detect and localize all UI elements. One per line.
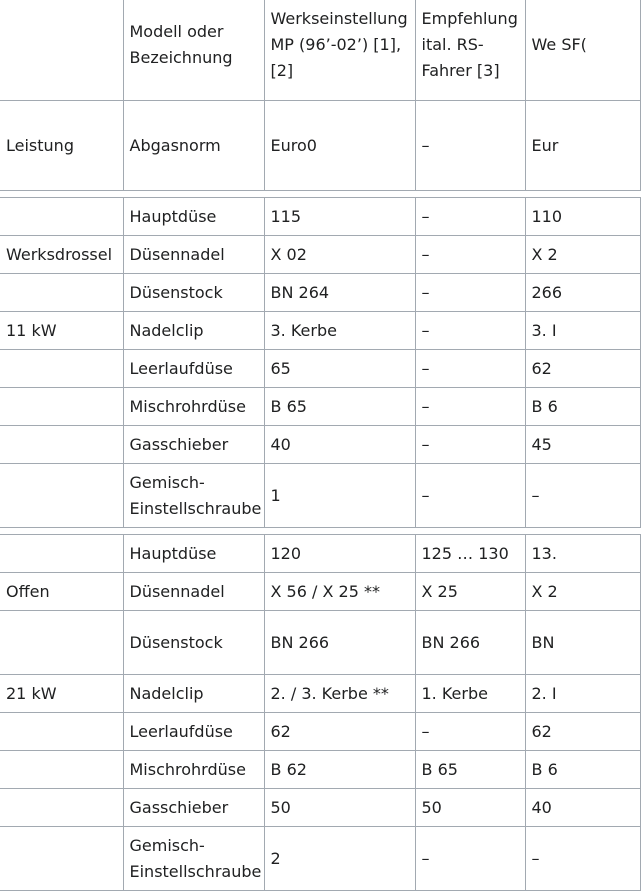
factory-value: X 02 xyxy=(264,236,415,274)
table-row xyxy=(0,611,640,675)
factory-value: 3. Kerbe xyxy=(264,312,415,350)
separator-cell xyxy=(0,191,123,198)
table-row xyxy=(0,464,640,528)
next-column-value: 3. I xyxy=(525,312,640,350)
factory-value: BN 266 xyxy=(264,611,415,675)
parameter-name: Düsenstock xyxy=(123,611,264,675)
table-row xyxy=(0,388,640,426)
recommended-value: – xyxy=(415,274,525,312)
emission-norm-next: Eur xyxy=(525,101,640,191)
parameter-name: Gemisch-Einstellschraube xyxy=(123,827,264,891)
recommended-value: – xyxy=(415,827,525,891)
parameter-name: Nadelclip xyxy=(123,675,264,713)
group-restricted xyxy=(0,198,640,528)
next-column-value: 2. I xyxy=(525,675,640,713)
emission-norm-label: Abgasnorm xyxy=(123,101,264,191)
table-row xyxy=(0,573,640,611)
group-label-cell: Offen xyxy=(0,573,123,611)
separator-cell xyxy=(123,191,264,198)
group-label-cell xyxy=(0,350,123,388)
next-column-value: B 6 xyxy=(525,751,640,789)
power-label: Leistung xyxy=(0,101,123,191)
separator-cell xyxy=(264,191,415,198)
factory-value: 115 xyxy=(264,198,415,236)
factory-value: 40 xyxy=(264,426,415,464)
table-row xyxy=(0,274,640,312)
separator-cell xyxy=(525,191,640,198)
parameter-name: Nadelclip xyxy=(123,312,264,350)
factory-value: 2 xyxy=(264,827,415,891)
next-column-value: X 2 xyxy=(525,573,640,611)
table-row xyxy=(0,236,640,274)
next-column-value: X 2 xyxy=(525,236,640,274)
group-label-cell: 21 kW xyxy=(0,675,123,713)
separator-cell xyxy=(264,528,415,535)
recommended-value: 1. Kerbe xyxy=(415,675,525,713)
factory-value: BN 264 xyxy=(264,274,415,312)
table-row xyxy=(0,535,640,573)
power-row xyxy=(0,101,640,191)
recommended-value: B 65 xyxy=(415,751,525,789)
parameter-name: Leerlaufdüse xyxy=(123,350,264,388)
group-label-cell xyxy=(0,274,123,312)
next-column-value: 13. xyxy=(525,535,640,573)
parameter-name: Hauptdüse xyxy=(123,535,264,573)
next-column-value: 40 xyxy=(525,789,640,827)
table-row xyxy=(0,713,640,751)
table-row xyxy=(0,198,640,236)
next-column-value: 45 xyxy=(525,426,640,464)
group-label-cell xyxy=(0,713,123,751)
parameter-name: Gasschieber xyxy=(123,426,264,464)
group-label-cell xyxy=(0,751,123,789)
table-row xyxy=(0,675,640,713)
recommended-value: – xyxy=(415,236,525,274)
table-row xyxy=(0,789,640,827)
factory-value: B 62 xyxy=(264,751,415,789)
recommended-value: X 25 xyxy=(415,573,525,611)
emission-norm-factory: Euro0 xyxy=(264,101,415,191)
header-model: Modell oder Bezeichnung xyxy=(123,0,264,101)
factory-value: 50 xyxy=(264,789,415,827)
parameter-name: Mischrohrdüse xyxy=(123,388,264,426)
separator-cell xyxy=(415,191,525,198)
next-column-value: – xyxy=(525,464,640,528)
recommended-value: – xyxy=(415,312,525,350)
recommended-value: BN 266 xyxy=(415,611,525,675)
header-next-column: We SF( xyxy=(525,0,640,101)
table-row xyxy=(0,350,640,388)
separator-cell xyxy=(0,528,123,535)
separator-cell xyxy=(415,528,525,535)
recommended-value: – xyxy=(415,426,525,464)
recommended-value: – xyxy=(415,464,525,528)
parameter-name: Leerlaufdüse xyxy=(123,713,264,751)
factory-value: X 56 / X 25 ** xyxy=(264,573,415,611)
separator-cell xyxy=(123,528,264,535)
next-column-value: – xyxy=(525,827,640,891)
group-label-cell xyxy=(0,388,123,426)
table-row xyxy=(0,827,640,891)
separator-cell xyxy=(525,528,640,535)
separator-row xyxy=(0,191,640,198)
parameter-name: Hauptdüse xyxy=(123,198,264,236)
parameter-name: Mischrohrdüse xyxy=(123,751,264,789)
group-label-cell xyxy=(0,789,123,827)
recommended-value: – xyxy=(415,713,525,751)
factory-value: B 65 xyxy=(264,388,415,426)
header-factory-setting: Werkseinstellung MP (96’-02’) [1], [2] xyxy=(264,0,415,101)
factory-value: 65 xyxy=(264,350,415,388)
factory-value: 120 xyxy=(264,535,415,573)
header-empty-cell xyxy=(0,0,123,101)
factory-value: 62 xyxy=(264,713,415,751)
parameter-name: Düsennadel xyxy=(123,573,264,611)
table-row xyxy=(0,751,640,789)
parameter-name: Düsennadel xyxy=(123,236,264,274)
parameter-name: Gasschieber xyxy=(123,789,264,827)
group-label-cell xyxy=(0,535,123,573)
next-column-value: 110 xyxy=(525,198,640,236)
recommended-value: – xyxy=(415,198,525,236)
factory-value: 1 xyxy=(264,464,415,528)
group-label-cell: 11 kW xyxy=(0,312,123,350)
emission-norm-recommend: – xyxy=(415,101,525,191)
next-column-value: 62 xyxy=(525,350,640,388)
next-column-value: B 6 xyxy=(525,388,640,426)
next-column-value: 62 xyxy=(525,713,640,751)
parameter-name: Gemisch-Einstellschraube xyxy=(123,464,264,528)
separator-row xyxy=(0,528,640,535)
recommended-value: 125 … 130 xyxy=(415,535,525,573)
header-row xyxy=(0,0,640,101)
group-label-cell xyxy=(0,827,123,891)
parameter-name: Düsenstock xyxy=(123,274,264,312)
group-label-cell xyxy=(0,611,123,675)
factory-value: 2. / 3. Kerbe ** xyxy=(264,675,415,713)
table-row xyxy=(0,312,640,350)
table-row xyxy=(0,426,640,464)
next-column-value: 266 xyxy=(525,274,640,312)
group-label-cell: Werksdrossel xyxy=(0,236,123,274)
group-label-cell xyxy=(0,464,123,528)
header-recommendation: Empfehlung ital. RS-Fahrer [3] xyxy=(415,0,525,101)
group-label-cell xyxy=(0,198,123,236)
group-open xyxy=(0,535,640,891)
recommended-value: – xyxy=(415,388,525,426)
recommended-value: 50 xyxy=(415,789,525,827)
group-label-cell xyxy=(0,426,123,464)
next-column-value: BN xyxy=(525,611,640,675)
recommended-value: – xyxy=(415,350,525,388)
